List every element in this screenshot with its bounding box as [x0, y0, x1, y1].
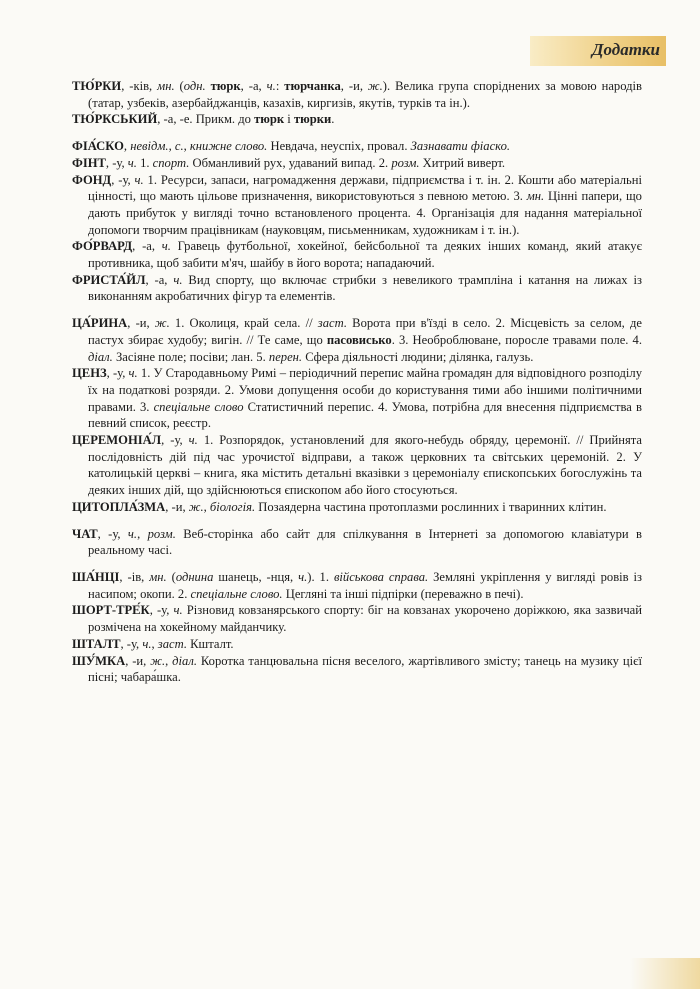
cross-reference: тюрк: [254, 112, 285, 127]
headword: ЦЕНЗ: [72, 366, 107, 381]
definition-text: шанець, -нця,: [213, 569, 299, 584]
cross-reference: пасовисько: [326, 332, 392, 347]
dictionary-entry: [72, 138, 642, 155]
grammar-label: ч.: [128, 366, 138, 381]
definition-text: , -и,: [127, 316, 155, 331]
definition-text: Земляні укріплення у вигляді ровів із насипом; окопи. 2.: [88, 569, 643, 601]
letter-group: [72, 138, 642, 305]
definition-text: , -у,: [97, 526, 128, 541]
dictionary-entry: [72, 172, 642, 239]
headword: ФІА́СКО: [72, 139, 124, 154]
grammar-label: ч.: [266, 79, 276, 93]
definition-text: ,: [123, 139, 131, 154]
headword: ФО́РВАРД: [72, 239, 133, 254]
definition-text: Хитрий виверт.: [419, 155, 506, 170]
definition-text: Ворота при в'їзді в село. 2. Місцевість за селом, де пастух збирає худобу; вигін. // Те саме, що: [88, 316, 642, 347]
definition-text: Невдача, неуспіх, провал.: [267, 139, 411, 154]
grammar-label: ч.: [142, 636, 152, 651]
grammar-label: мн.: [149, 569, 167, 584]
definition-text: Веб-сторінка або сайт для спілкування в Інтернеті за допомогою клавіатури в реальному часі.: [88, 526, 642, 558]
dictionary-entry: [72, 272, 642, 305]
definition-text: . 3. Необроблюване, поросле травами поле. 4.: [391, 332, 642, 347]
grammar-label: заст.: [157, 636, 187, 651]
dictionary-entry: [72, 653, 642, 686]
headword: ЦА́РИНА: [72, 316, 128, 331]
grammar-label: ч.: [127, 526, 138, 541]
definition-text: 1. У Стародавньому Римі – періодичний перепис майна громадян для відповідного розподілу їх на податкові розряди. 2. Умови допущення особи до користування тими або іншими політичними правами. 3.: [88, 366, 642, 414]
headword: ТЮ́РКСЬКИЙ: [72, 112, 158, 127]
grammar-label: Зазнавати фіаско.: [410, 139, 511, 154]
grammar-label: заст.: [317, 316, 347, 331]
letter-group: [72, 315, 642, 515]
dictionary-entry: [72, 238, 642, 271]
grammar-label: ж.: [154, 316, 170, 331]
definition-text: , -а, -е. Прикм. до: [157, 112, 255, 127]
grammar-label: біологія.: [209, 499, 256, 514]
grammar-label: ч.: [173, 603, 183, 618]
headword: ФОНД: [72, 172, 112, 187]
grammar-label: ч.: [188, 433, 198, 448]
dictionary-entry: [72, 365, 642, 432]
definition-text: , -а,: [145, 272, 174, 287]
grammar-label: ч.: [134, 172, 144, 187]
definition-text: Позаядерна частина протоплазми рослинних і тваринних клітин.: [255, 499, 607, 514]
definition-text: Цінні папери, що дають прибуток у вигляді точно встановленого процента. 4. Організація для надання матеріальної допомоги творчим працівникам (науковцям, письменникам, художникам і т. ін.).: [88, 189, 642, 237]
grammar-label: спорт.: [152, 155, 190, 170]
grammar-label: спеціальне слово.: [190, 586, 283, 601]
definition-text: , -у,: [120, 636, 143, 651]
grammar-label: ж.: [188, 499, 204, 514]
definition-text: .: [331, 112, 335, 127]
grammar-label: одн.: [183, 79, 206, 93]
grammar-label: ж.: [367, 79, 383, 93]
definition-text: , -ів,: [119, 569, 150, 584]
grammar-label: розм.: [391, 155, 420, 170]
definition-text: Кшталт.: [186, 636, 234, 651]
letter-group: [72, 78, 642, 128]
headword: ТЮ́РКИ: [72, 79, 122, 93]
grammar-label: діал.: [172, 653, 197, 668]
definition-text: , -и,: [340, 79, 368, 93]
grammar-label: діал.: [88, 349, 113, 364]
definition-text: Статистичний перепис. 4. Умова, потрібна для внесення підприємства в певний список, реєстр.: [88, 399, 642, 431]
grammar-label: ч.: [161, 239, 171, 254]
definition-text: , -ків,: [121, 79, 158, 93]
grammar-label: перен.: [268, 349, 303, 364]
grammar-label: ж.: [150, 653, 166, 668]
dictionary-entry: [72, 569, 642, 602]
definition-text: ). 1.: [307, 569, 334, 584]
grammar-label: розм.: [147, 526, 176, 541]
definition-text: 1. Розпорядок, установлений для якого-небудь обряду, церемонії. // Прийнята послідовність дій під час урочистої відправи, а також церковних та світських церемоній. 2. У католицькій церкві – книга, яка містить детальні вказівки з церемоніалу єпископських богослужінь та деяких інших дій, що здійснюються єпископом або його стосуються.: [88, 433, 643, 498]
headword: ФРИСТА́ЙЛ: [72, 272, 146, 287]
dictionary-entry: [72, 111, 642, 128]
definition-text: Коротка танцювальна пісня веселого, жартівливого змісту; танець на музику цієї пісні; чабара́шка.: [88, 653, 642, 685]
definition-text: Гравець футбольної, хокейної, бейсбольної та деяких інших команд, який атакує противника, щоб забити м'яч, шайбу в його ворота; нападаючий.: [88, 239, 642, 271]
headword: ШОРТ-ТРЕ́К: [72, 603, 150, 618]
definition-text: ,: [165, 653, 173, 668]
letter-group: [72, 526, 642, 559]
definition-text: (: [174, 79, 184, 93]
dictionary-entry: [72, 315, 642, 365]
dictionary-entry: [72, 78, 642, 111]
definition-text: Засіяне поле; посіви; лан. 5.: [112, 349, 269, 364]
dictionary-entry: [72, 432, 642, 499]
section-title: Додатки: [591, 40, 660, 59]
definition-text: ,: [183, 139, 190, 154]
definition-text: , -у,: [111, 172, 135, 187]
definition-text: , -а,: [240, 79, 267, 93]
dictionary-entry: [72, 155, 642, 172]
definition-text: 1.: [136, 155, 153, 170]
grammar-label: ч.: [173, 272, 183, 287]
cross-reference: тюрчанка: [284, 79, 341, 93]
definition-text: ,: [151, 636, 158, 651]
grammar-label: с.: [174, 139, 184, 154]
definition-text: , -и,: [165, 499, 189, 514]
page-corner-decoration: [630, 958, 700, 989]
definition-text: ). Велика група споріднених за мовою народів (татар, узбеків, азербайджанців, казахів, киргизів, якутів, турків та ін.).: [88, 79, 642, 110]
definition-text: , -у,: [161, 433, 189, 448]
headword: ША́НЦІ: [72, 569, 120, 584]
headword: ЦЕРЕМОНІА́Л: [72, 433, 162, 448]
grammar-label: ч.: [127, 155, 137, 170]
headword: ШТАЛТ: [72, 636, 121, 651]
grammar-label: військова справа.: [333, 569, 429, 584]
definition-text: , -и,: [125, 653, 151, 668]
headword: ШУ́МКА: [72, 653, 126, 668]
definition-text: , -у,: [106, 366, 129, 381]
headword: ФІНТ: [72, 155, 106, 170]
cross-reference: тюрки: [293, 112, 332, 127]
headword: ЦИТОПЛА́ЗМА: [72, 499, 166, 514]
letter-group: [72, 569, 642, 686]
grammar-label: невідм.: [130, 139, 169, 154]
definition-text: ,: [203, 499, 210, 514]
definition-text: :: [275, 79, 285, 93]
dictionary-entry: [72, 636, 642, 653]
definition-text: ,: [137, 526, 148, 541]
definition-text: і: [284, 112, 294, 127]
definition-text: Обманливий рух, удаваний випад. 2.: [189, 155, 392, 170]
definition-text: 1. Ресурси, запаси, нагромадження держави, підприємства і т. ін. 2. Кошти або матеріальні цінності, що мають цільове призначення, використовуються з певною метою. 3.: [88, 172, 642, 204]
definition-text: (: [166, 569, 176, 584]
definition-text: Сфера діяльності людини; ділянка, галузь.: [302, 349, 534, 364]
definition-text: , -у,: [105, 155, 128, 170]
grammar-label: однина: [175, 569, 214, 584]
definition-text: 1. Околиця, край села. //: [169, 316, 318, 331]
grammar-label: мн.: [526, 189, 545, 204]
definition-text: Цегляні та інші підпірки (переважно в печі).: [282, 586, 524, 601]
dictionary-entry: [72, 602, 642, 635]
headword: ЧАТ: [72, 526, 98, 541]
grammar-label: ч.: [298, 569, 308, 584]
definition-text: , -у,: [149, 603, 174, 618]
definition-text: , -а,: [132, 239, 162, 254]
grammar-label: мн.: [157, 79, 175, 93]
dictionary-entries: [72, 78, 642, 696]
cross-reference: тюрк: [210, 79, 241, 93]
definition-text: ,: [168, 139, 175, 154]
grammar-label: спеціальне слово: [153, 399, 244, 414]
dictionary-entry: [72, 499, 642, 516]
definition-text: Вид спорту, що включає стрибки з невеликого трампліна і катання на лижах із виконанням акробатичних фігур та елементів.: [88, 272, 642, 304]
definition-text: Різновид ковзанярського спорту: біг на ковзанах укорочено доріжкою, яка зазвичай розмічена на хокейному майданчику.: [88, 603, 642, 635]
grammar-label: книжне слово.: [189, 139, 268, 154]
dictionary-entry: [72, 526, 642, 559]
